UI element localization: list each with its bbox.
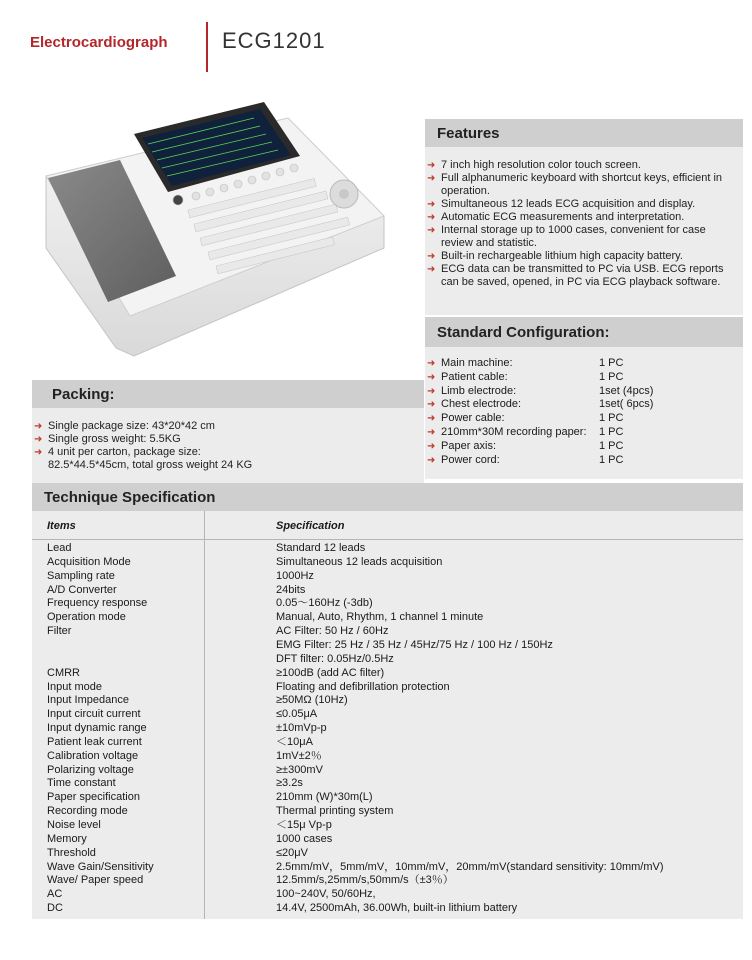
spec-item: CMRR bbox=[47, 666, 80, 679]
spec-row bbox=[32, 833, 743, 847]
spec-item: Input mode bbox=[47, 680, 103, 693]
configuration-item-qty: 1 PC bbox=[599, 439, 624, 452]
bullet-arrow-icon: ➜ bbox=[427, 160, 436, 171]
configuration-item-qty: 1 PC bbox=[599, 357, 624, 369]
configuration-item-name: Limb electrode: bbox=[441, 384, 517, 397]
features-item-text: ECG data can be transmitted to PC via USB. ECG reports bbox=[441, 263, 724, 275]
column-header-specification: Specification bbox=[276, 520, 345, 532]
bullet-arrow-icon: ➜ bbox=[34, 421, 43, 432]
configuration-row bbox=[427, 371, 743, 385]
bullet-arrow-icon: ➜ bbox=[427, 413, 436, 425]
spec-item: Patient leak current bbox=[47, 735, 142, 748]
column-header-items: Items bbox=[47, 520, 76, 532]
configuration-row bbox=[427, 440, 743, 454]
features-item bbox=[427, 250, 737, 263]
ecg-device-illustration bbox=[38, 98, 390, 360]
header-divider bbox=[206, 22, 208, 72]
features-item-text: Automatic ECG measurements and interpretation. bbox=[441, 211, 685, 223]
spec-row bbox=[32, 722, 743, 736]
bullet-arrow-icon: ➜ bbox=[427, 251, 436, 262]
features-list bbox=[427, 159, 737, 289]
spec-item: AC bbox=[47, 888, 63, 901]
spec-row bbox=[32, 653, 743, 667]
spec-row bbox=[32, 542, 743, 556]
bullet-arrow-icon: ➜ bbox=[427, 173, 436, 184]
bullet-arrow-icon: ➜ bbox=[427, 385, 436, 397]
spec-item: Paper specification bbox=[47, 791, 140, 804]
spec-item: Memory bbox=[47, 832, 87, 845]
bullet-arrow-icon: ➜ bbox=[427, 358, 436, 369]
spec-row bbox=[32, 861, 743, 875]
spec-item: Polarizing voltage bbox=[47, 763, 134, 776]
features-title: Features bbox=[437, 124, 500, 142]
spec-row bbox=[32, 750, 743, 764]
features-item bbox=[427, 263, 737, 289]
standard-configuration-panel bbox=[425, 347, 743, 479]
spec-row bbox=[32, 736, 743, 750]
features-item bbox=[427, 159, 737, 172]
configuration-item-name: Main machine: bbox=[441, 357, 513, 369]
packing-list bbox=[34, 420, 424, 472]
spec-item: Sampling rate bbox=[47, 569, 115, 582]
spec-row bbox=[32, 805, 743, 819]
spec-item: Filter bbox=[47, 625, 72, 638]
packing-item bbox=[34, 446, 424, 472]
features-item-text: Built-in rechargeable lithium high capacity battery. bbox=[441, 250, 683, 262]
packing-item-text: Single package size: 43*20*42 cm bbox=[48, 420, 215, 432]
spec-row bbox=[32, 847, 743, 861]
packing-item bbox=[34, 433, 424, 446]
bullet-arrow-icon: ➜ bbox=[427, 454, 436, 466]
configuration-item-qty: 1set (4pcs) bbox=[599, 384, 654, 397]
technique-table bbox=[32, 511, 743, 919]
spec-value: 1mV±2％ bbox=[276, 749, 322, 762]
features-panel bbox=[425, 147, 743, 315]
spec-value: Standard 12 leads bbox=[276, 542, 366, 554]
spec-value: 12.5mm/s,25mm/s,50mm/s（±3％） bbox=[276, 874, 454, 887]
spec-item: Wave Gain/Sensitivity bbox=[47, 860, 154, 873]
configuration-item-qty: 1 PC bbox=[599, 370, 624, 383]
spec-value: DFT filter: 0.05Hz/0.5Hz bbox=[276, 652, 394, 665]
standard-configuration-title: Standard Configuration: bbox=[437, 323, 610, 341]
spec-item: Time constant bbox=[47, 777, 116, 790]
packing-item bbox=[34, 420, 424, 433]
features-item-text: can be saved, opened, in PC via ECG playback software. bbox=[441, 276, 721, 288]
spec-item: Calibration voltage bbox=[47, 749, 139, 762]
spec-item: Wave/ Paper speed bbox=[47, 874, 144, 887]
spec-value: 0.05～160Hz (-3db) bbox=[276, 597, 373, 610]
features-item bbox=[427, 224, 737, 250]
spec-item: Input dynamic range bbox=[47, 722, 147, 735]
spec-row bbox=[32, 556, 743, 570]
spec-value: 210mm (W)*30m(L) bbox=[276, 791, 373, 804]
configuration-item-qty: 1 PC bbox=[599, 412, 624, 425]
bullet-arrow-icon: ➜ bbox=[427, 199, 436, 210]
spec-row bbox=[32, 694, 743, 708]
technique-title: Technique Specification bbox=[44, 488, 216, 506]
spec-value: ＜10μA bbox=[276, 735, 313, 748]
spec-value: 1000Hz bbox=[276, 569, 314, 582]
bullet-arrow-icon: ➜ bbox=[427, 440, 436, 452]
configuration-row bbox=[427, 398, 743, 412]
spec-item: DC bbox=[47, 902, 63, 915]
packing-panel bbox=[32, 408, 424, 483]
spec-row bbox=[32, 708, 743, 722]
spec-row bbox=[32, 888, 743, 902]
configuration-item-name: Power cord: bbox=[441, 453, 500, 466]
spec-value: ≤20μV bbox=[276, 846, 308, 859]
configuration-item-name: Power cable: bbox=[441, 412, 505, 425]
spec-item: Threshold bbox=[47, 846, 96, 859]
bullet-arrow-icon: ➜ bbox=[34, 434, 43, 445]
packing-item-text: Single gross weight: 5.5KG bbox=[48, 433, 181, 445]
configuration-item-qty: 1set( 6pcs) bbox=[599, 398, 654, 411]
spec-value: 24bits bbox=[276, 583, 306, 596]
features-item-text: Full alphanumeric keyboard with shortcut keys, efficient in bbox=[441, 172, 723, 184]
bullet-arrow-icon: ➜ bbox=[427, 371, 436, 383]
configuration-item-name: Paper axis: bbox=[441, 439, 497, 452]
packing-item-text: 82.5*44.5*45cm, total gross weight 24 KG bbox=[48, 459, 253, 471]
spec-row bbox=[32, 639, 743, 653]
spec-value: ≥±300mV bbox=[276, 763, 323, 776]
features-item-text: Internal storage up to 1000 cases, convenient for case bbox=[441, 224, 706, 236]
spec-row bbox=[32, 570, 743, 584]
configuration-row bbox=[427, 454, 743, 468]
spec-value: 2.5mm/mV，5mm/mV，10mm/mV，20mm/mV(standard sensitivity: 10mm/mV) bbox=[276, 860, 664, 873]
spec-row bbox=[32, 597, 743, 611]
spec-item: Operation mode bbox=[47, 611, 126, 624]
model-name: ECG1201 bbox=[222, 28, 326, 53]
spec-value: 14.4V, 2500mAh, 36.00Wh, built-in lithium battery bbox=[276, 902, 518, 915]
spec-item: Input Impedance bbox=[47, 694, 129, 707]
bullet-arrow-icon: ➜ bbox=[427, 264, 436, 275]
spec-row bbox=[32, 819, 743, 833]
spec-value: 100~240V, 50/60Hz, bbox=[276, 888, 376, 901]
spec-item: A/D Converter bbox=[47, 583, 117, 596]
spec-row bbox=[32, 625, 743, 639]
standard-configuration-heading bbox=[425, 317, 743, 347]
configuration-item-qty: 1 PC bbox=[599, 453, 624, 466]
configuration-list bbox=[427, 357, 743, 467]
spec-item: Input circuit current bbox=[47, 708, 141, 721]
spec-value: ＜15μ Vp-p bbox=[276, 819, 332, 831]
spec-item: Frequency response bbox=[47, 597, 148, 610]
features-item-text: operation. bbox=[441, 185, 490, 197]
header-divider-line bbox=[32, 539, 743, 540]
spec-value: Simultaneous 12 leads acquisition bbox=[276, 555, 443, 568]
spec-value: ≤0.05μA bbox=[276, 708, 318, 721]
technique-heading bbox=[32, 483, 743, 511]
spec-value: ≥50MΩ (10Hz) bbox=[276, 694, 348, 707]
features-item-text: 7 inch high resolution color touch screen. bbox=[441, 159, 641, 171]
spec-row bbox=[32, 874, 743, 888]
bullet-arrow-icon: ➜ bbox=[427, 399, 436, 411]
features-item-text: review and statistic. bbox=[441, 237, 537, 249]
spec-row bbox=[32, 681, 743, 695]
features-item bbox=[427, 172, 737, 198]
features-item bbox=[427, 198, 737, 211]
spec-value: Manual, Auto, Rhythm, 1 channel 1 minute bbox=[276, 611, 484, 624]
configuration-row bbox=[427, 426, 743, 440]
spec-item: Lead bbox=[47, 542, 72, 554]
spec-item: Recording mode bbox=[47, 805, 128, 818]
configuration-item-name: 210mm*30M recording paper: bbox=[441, 425, 587, 438]
spec-row bbox=[32, 902, 743, 916]
spec-row bbox=[32, 611, 743, 625]
spec-value: ≥100dB (add AC filter) bbox=[276, 666, 385, 679]
spec-value: EMG Filter: 25 Hz / 35 Hz / 45Hz/75 Hz / 100 Hz / 150Hz bbox=[276, 638, 553, 651]
configuration-item-name: Chest electrode: bbox=[441, 398, 522, 411]
configuration-item-qty: 1 PC bbox=[599, 425, 624, 438]
spec-row bbox=[32, 791, 743, 805]
features-item-text: Simultaneous 12 leads ECG acquisition and display. bbox=[441, 198, 696, 210]
bullet-arrow-icon: ➜ bbox=[427, 225, 436, 236]
spec-value: 1000 cases bbox=[276, 832, 333, 845]
spec-value: AC Filter: 50 Hz / 60Hz bbox=[276, 625, 389, 638]
features-item bbox=[427, 211, 737, 224]
spec-value: ±10mVp-p bbox=[276, 722, 327, 735]
bullet-arrow-icon: ➜ bbox=[427, 212, 436, 223]
spec-row bbox=[32, 584, 743, 598]
configuration-row bbox=[427, 412, 743, 426]
packing-item-text: 4 unit per carton, package size: bbox=[48, 446, 201, 458]
bullet-arrow-icon: ➜ bbox=[427, 426, 436, 438]
spec-row bbox=[32, 764, 743, 778]
spec-value: Thermal printing system bbox=[276, 805, 394, 818]
features-heading bbox=[425, 119, 743, 147]
brand-name: Electrocardiograph bbox=[30, 34, 168, 51]
spec-value: Floating and defibrillation protection bbox=[276, 680, 450, 693]
spec-item: Noise level bbox=[47, 819, 101, 831]
spec-row bbox=[32, 777, 743, 791]
configuration-row bbox=[427, 357, 743, 371]
configuration-item-name: Patient cable: bbox=[441, 370, 508, 383]
packing-heading bbox=[32, 380, 424, 408]
configuration-row bbox=[427, 385, 743, 399]
spec-value: ≥3.2s bbox=[276, 777, 303, 790]
spec-row bbox=[32, 667, 743, 681]
bullet-arrow-icon: ➜ bbox=[34, 447, 43, 458]
packing-title: Packing: bbox=[52, 385, 115, 403]
spec-item: Acquisition Mode bbox=[47, 555, 131, 568]
